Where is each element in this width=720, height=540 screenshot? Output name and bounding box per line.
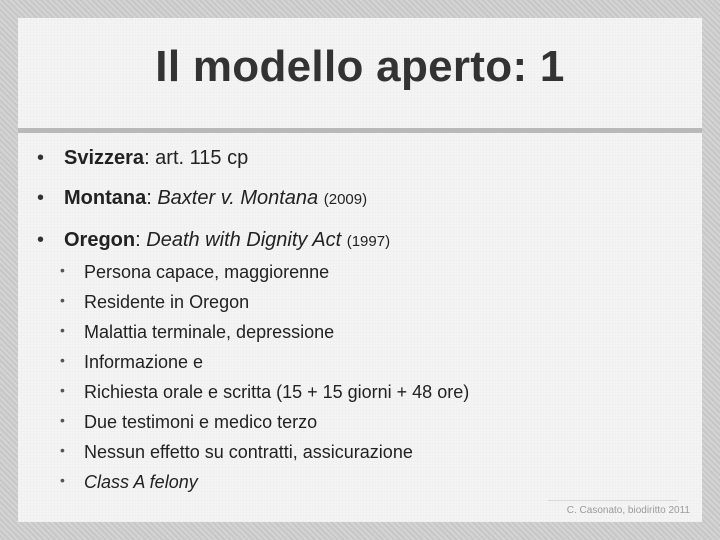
subbullet-icon: • bbox=[60, 382, 65, 398]
bullet-keyword: Svizzera bbox=[64, 147, 145, 169]
subbullet-icon: • bbox=[60, 352, 65, 368]
subbullet-icon: • bbox=[60, 412, 65, 428]
bullet-keyword: Oregon bbox=[64, 229, 136, 251]
bullet-year: (2009) bbox=[323, 191, 368, 208]
footer-divider bbox=[548, 500, 678, 501]
subbullet-icon: • bbox=[60, 472, 65, 488]
bullet-icon: • bbox=[37, 187, 45, 209]
bullet-case-name: Baxter v. Montana bbox=[157, 187, 319, 209]
bullet-act-name: Death with Dignity Act bbox=[146, 229, 342, 251]
subbullet-icon: • bbox=[60, 292, 65, 308]
bullet-icon: • bbox=[37, 147, 45, 169]
footer-credit: C. Casonato, biodiritto 2011 bbox=[566, 505, 690, 516]
bullet-icon: • bbox=[37, 229, 45, 251]
subbullet-icon: • bbox=[60, 322, 65, 338]
bullet-keyword: Montana bbox=[64, 187, 147, 209]
subbullet-icon: • bbox=[60, 442, 65, 458]
slide-title: Il modello aperto: 1 bbox=[155, 42, 565, 91]
bullet-text: : art. 115 cp bbox=[144, 147, 249, 169]
bullet-list: • Svizzera: art. 115 cp • Montana: Baxter v. Montana (2009) • Oregon: Death with Dignity Act (1997) • Persona capace, maggiorenne • Residente in Oregon • Malattia terminale, depressione • Informazione e • Richiesta orale e scritta (15 + 15 giorni + 48 ore) • Due testimoni e medico terzo • Nessun effetto su contratti, assicurazione • Class A felony bbox=[37, 147, 470, 492]
bullet-text: : bbox=[146, 187, 158, 209]
bullet-text: : bbox=[135, 229, 147, 251]
bullet-year: (1997) bbox=[346, 233, 391, 250]
subbullet-icon: • bbox=[60, 262, 65, 278]
